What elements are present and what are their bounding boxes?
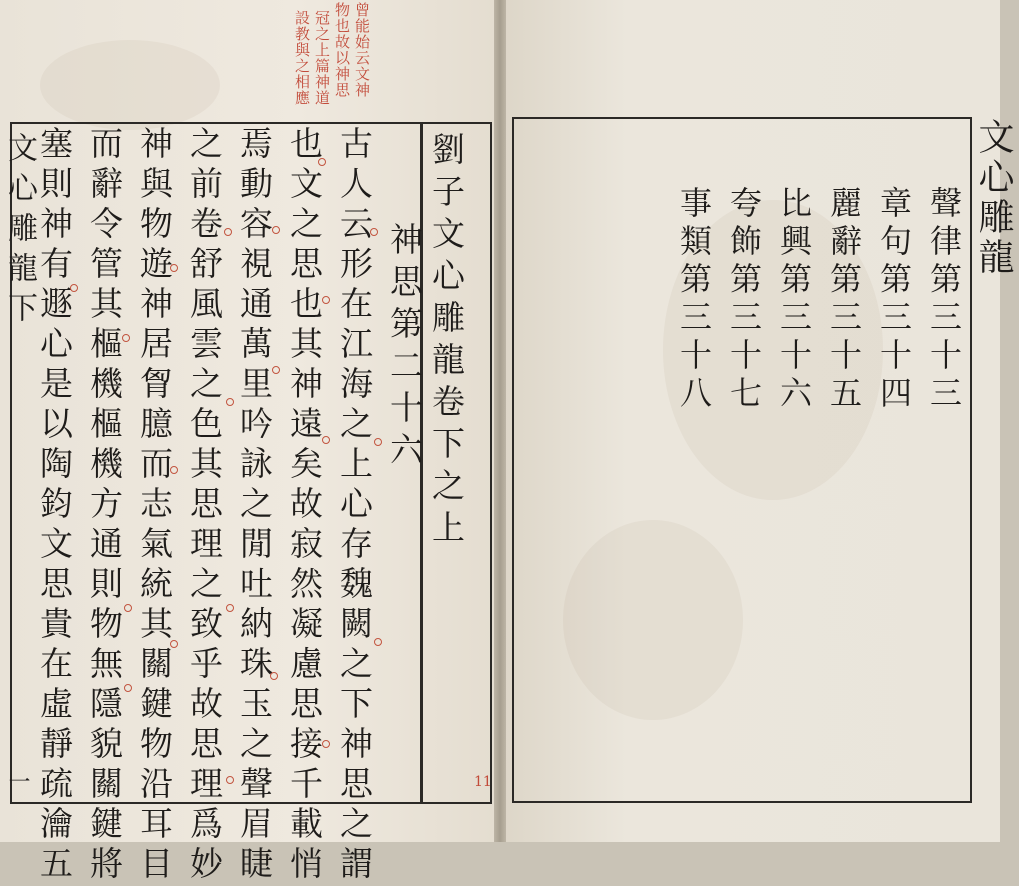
annotation-col-4: 設教與之相應: [293, 10, 311, 106]
toc-entry-6: 事類第三十八: [675, 186, 713, 414]
punctuation-mark: [322, 296, 330, 304]
text-column-5: 神與物遊神居胷臆而志氣統其關鍵物沿耳目: [135, 126, 174, 886]
punctuation-mark: [322, 436, 330, 444]
punctuation-mark: [272, 366, 280, 374]
punctuation-mark: [374, 638, 382, 646]
text-column-1: 古人云形在江海之上心存魏闕之下神思之謂: [335, 126, 374, 886]
punctuation-mark: [170, 640, 178, 648]
punctuation-mark: [270, 672, 278, 680]
text-column-6: 而辭令管其樞機樞機方通則物無隱貌關鍵將: [85, 126, 124, 886]
book-gutter: [494, 0, 506, 842]
punctuation-mark: [226, 776, 234, 784]
punctuation-mark: [318, 158, 326, 166]
toc-entry-1: 聲律第三十三: [925, 186, 963, 414]
annotation-col-2: 物也故以神思: [333, 2, 351, 98]
spine-number: 一: [5, 770, 30, 799]
punctuation-mark: [70, 284, 78, 292]
paper-stain: [40, 40, 220, 130]
punctuation-mark: [124, 604, 132, 612]
text-column-7: 塞則神有遯心是以陶鈞文思貴在虛靜疏瀹五: [35, 126, 74, 886]
text-column-3: 焉動容視通萬里吟詠之閒吐納珠玉之聲眉睫: [235, 126, 274, 886]
toc-entry-5: 夸飾第三十七: [725, 186, 763, 414]
punctuation-mark: [170, 466, 178, 474]
punctuation-mark: [226, 398, 234, 406]
text-column-2: 也文之思也其神遠矣故寂然凝慮思接千載悄: [285, 126, 324, 886]
punctuation-mark: [122, 334, 130, 342]
chapter-heading: 神思第二十六: [385, 222, 424, 474]
toc-entry-4: 比興第三十六: [775, 186, 813, 414]
punctuation-mark: [124, 684, 132, 692]
punctuation-mark: [170, 264, 178, 272]
punctuation-mark: [370, 228, 378, 236]
annotation-col-1: 曾能始云文神: [353, 2, 371, 98]
punctuation-mark: [322, 740, 330, 748]
punctuation-mark: [224, 228, 232, 236]
annotation-col-3: 冠之上篇神道: [313, 10, 331, 106]
spine-label: 文心雕龍下: [2, 132, 37, 332]
red-page-mark: 11: [474, 774, 492, 790]
toc-entry-3: 麗辭第三十五: [825, 186, 863, 414]
right-edge-label: 文心雕龍: [973, 118, 1014, 278]
punctuation-mark: [226, 604, 234, 612]
punctuation-mark: [272, 226, 280, 234]
text-column-4: 之前卷舒風雲之色其思理之致乎故思理爲妙: [185, 126, 224, 886]
punctuation-mark: [374, 438, 382, 446]
toc-entry-2: 章句第三十四: [875, 186, 913, 414]
volume-title: 劉子文心雕龍卷下之上: [427, 132, 466, 552]
